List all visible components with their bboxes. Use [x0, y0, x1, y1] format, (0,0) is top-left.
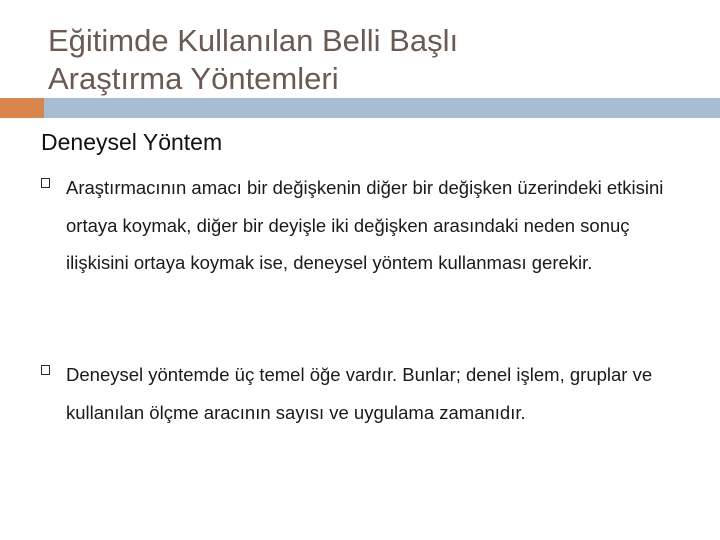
bullet-text: Deneysel yöntemde üç temel öğe vardır. Bunlar; denel işlem, gruplar ve kullanılan ölçme aracının sayısı ve uygulama zamanıdır.: [66, 364, 653, 423]
slide-title-line-2: Araştırma Yöntemleri: [48, 61, 339, 96]
section-heading: Deneysel Yöntem: [41, 129, 223, 155]
title-accent-bar: [0, 98, 44, 118]
title-rule-bar: [44, 98, 720, 118]
slide-title: [48, 22, 708, 98]
bullet-text: Araştırmacının amacı bir değişkenin diğer bir değişken üzerindeki etkisini ortaya koymak, diğer bir deyişle iki değişken arasındaki neden sonuç ilişkisini ortaya koymak ise, deneysel yöntem kullanması gerekir.: [66, 177, 664, 273]
square-bullet-icon: [41, 365, 50, 375]
slide-title-line-1: Eğitimde Kullanılan Belli Başlı: [48, 23, 459, 58]
square-bullet-icon: [41, 178, 50, 188]
